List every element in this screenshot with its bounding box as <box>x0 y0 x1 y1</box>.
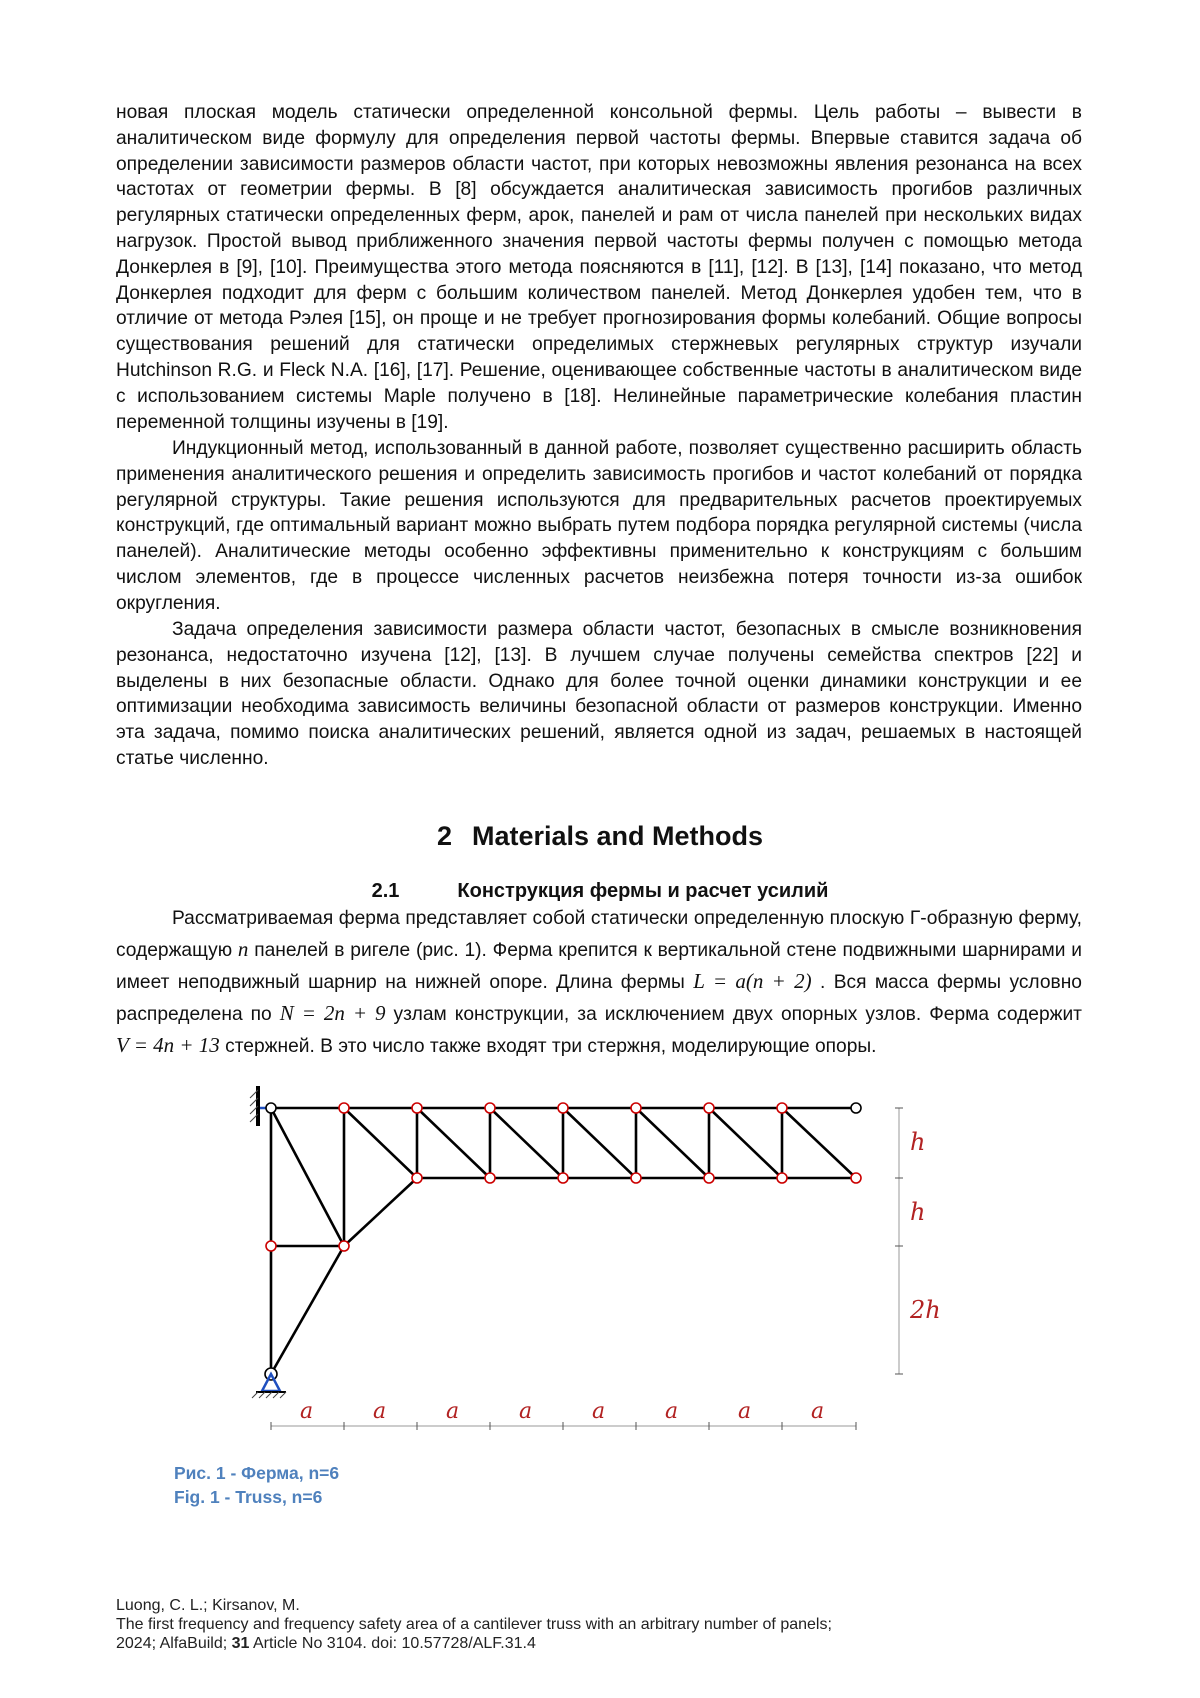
diagonal-5 <box>709 1108 782 1178</box>
diagonal-4 <box>636 1108 709 1178</box>
footer-cite-post: Article No 3104. doi: 10.57728/ALF.31.4 <box>249 1635 536 1652</box>
dim-label-2h: 2h <box>910 1296 941 1324</box>
dim-label-a: a <box>811 1399 825 1424</box>
dim-label-h2: h <box>910 1198 926 1226</box>
section-number: 2 <box>436 821 452 851</box>
truss-text-2: панелей в ригеле (рис. 1). Ферма крепится к вертикальной стене подвижными шарнирами и имеет неподвижный шарнир на нижней опоре. Длина фермы <box>116 940 1082 993</box>
formula-n: n <box>237 937 249 961</box>
node <box>558 1103 568 1113</box>
diagonal-3 <box>563 1108 636 1178</box>
node <box>631 1103 641 1113</box>
truss-text-4: узлам конструкции, за исключением двух опорных узлов. Ферма содержит <box>393 1004 1082 1025</box>
node <box>266 1241 276 1251</box>
diagonal-1 <box>417 1108 490 1178</box>
paragraph-safety-area: Задача определения зависимости размера области частот, безопасных в смысле возникновения резонанса, недостаточно изучена [12], [13]. В лучшем случае получены семейства спектров [22] и выделены в них безопасные области. Однако для более точной оценки динамики конструкции и ее оптимизации необходима зависимость величины безопасной области от размеров конструкции. Именно эта задача, помимо поиска аналитических решений, является одной из задач, решаемых в настоящей статье численно. <box>116 619 1082 769</box>
node <box>631 1173 641 1183</box>
formula-length: L = a(n + 2) <box>693 969 812 993</box>
paragraph-truss-description <box>116 904 1082 1062</box>
node-top-left <box>266 1103 276 1113</box>
vertical-dimension <box>895 1108 941 1374</box>
diagonal-2 <box>490 1108 563 1178</box>
node <box>412 1173 422 1183</box>
column-diagonal-lower <box>271 1246 344 1374</box>
dim-label-a: a <box>446 1399 460 1424</box>
footer-cite-pre: 2024; AlfaBuild; <box>116 1635 232 1652</box>
truss-bars <box>271 1108 856 1374</box>
formula-nodes: N = 2n + 9 <box>279 1001 386 1025</box>
node <box>485 1173 495 1183</box>
subsection-number: 2.1 <box>371 880 400 902</box>
paragraph-literature-review: новая плоская модель статически определенной консольной фермы. Цель работы – вывести в аналитическом виде формулу для определения первой частоты фермы. Впервые ставится задача об определении зависимости размеров области частот, при которых невозможны явления резонанса на всех частотах от геометрии фермы. В [8] обсуждается аналитическая зависимость прогибов различных регулярных статически определенных ферм, арок, панелей и рам от числа панелей при нескольких видах нагрузок. Простой вывод приближенного значения первой частоты фермы получен с помощью метода Донкерлея в [9], [10]. Преимущества этого метода поясняются в [11], [12]. В [13], [14] показано, что метод Донкерлея подходит для ферм с большим количеством панелей. Метод Донкерлея удобен тем, что в отличие от метода Рэлея [15], он проще и не требует прогнозирования формы колебаний. Общие вопросы существования решений для статически определимых стержневых регулярных структур изучали Hutchinson R.G. и Fleck N.A. [16], [17]. Решение, оценивающее собственные частоты в аналитическом виде с использованием системы Maple получено в [18]. Нелинейные параметрические колебания пластин переменной толщины изучены в [19]. <box>116 102 1082 433</box>
dim-label-a: a <box>300 1399 314 1424</box>
subsection-heading <box>0 880 1200 903</box>
truss-text-1: Рассматриваемая ферма представляет собой статически определенную плоскую Г-образную ферму, содержащую <box>116 908 1082 961</box>
subsection-title: Конструкция фермы и расчет усилий <box>457 880 829 902</box>
dim-label-h1: h <box>910 1128 926 1156</box>
node-top-right <box>851 1103 861 1113</box>
node <box>851 1173 861 1183</box>
figure-caption-en: Fig. 1 - Truss, n=6 <box>174 1487 323 1507</box>
node <box>339 1241 349 1251</box>
footer-citation <box>116 1634 536 1653</box>
figure-caption-ru: Рис. 1 - Ферма, n=6 <box>174 1463 340 1483</box>
dim-label-a: a <box>519 1399 533 1424</box>
node <box>412 1103 422 1113</box>
node <box>777 1103 787 1113</box>
corner-brace <box>344 1178 417 1246</box>
dim-label-a: a <box>592 1399 606 1424</box>
node <box>485 1103 495 1113</box>
node <box>558 1173 568 1183</box>
truss-text-5: стержней. В это число также входят три стержня, моделирующие опоры. <box>225 1036 877 1057</box>
truss-figure <box>240 1086 1020 1466</box>
dim-label-a: a <box>665 1399 679 1424</box>
node <box>704 1173 714 1183</box>
pin-support <box>252 1374 286 1398</box>
footer-volume: 31 <box>231 1635 250 1652</box>
column-diagonal-upper <box>271 1108 344 1246</box>
corner-diagonal <box>344 1108 417 1178</box>
node <box>339 1103 349 1113</box>
horizontal-dimension <box>271 1399 856 1430</box>
dim-label-a: a <box>373 1399 387 1424</box>
section-heading <box>0 821 1200 852</box>
ground-hatch-1 <box>252 1392 258 1398</box>
footer-title: The first frequency and frequency safety area of a cantilever truss with an arbitrary number of panels; <box>116 1616 832 1633</box>
truss-text-3: . Вся масса фермы условно распределена по <box>116 972 1082 1025</box>
paragraph-induction-method: Индукционный метод, использованный в данной работе, позволяет существенно расширить область применения аналитического решения и определить зависимость прогибов и частот колебаний от порядка регулярной структуры. Такие решения используются для предварительных расчетов проектируемых конструкций, где оптимальный вариант можно выбрать путем подбора порядка регулярной системы (числа панелей). Аналитические методы особенно эффективны применительно к конструкциям с большим числом элементов, где в процессе численных расчетов неизбежна потеря точности из-за ошибок округления. <box>116 438 1082 614</box>
diagonal-6 <box>782 1108 856 1178</box>
node <box>777 1173 787 1183</box>
formula-rods: V = 4n + 13 <box>116 1033 220 1057</box>
section-title: Materials and Methods <box>471 821 764 851</box>
footer-authors: Luong, C. L.; Kirsanov, M. <box>116 1597 300 1614</box>
node <box>704 1103 714 1113</box>
dim-label-a: a <box>738 1399 752 1424</box>
